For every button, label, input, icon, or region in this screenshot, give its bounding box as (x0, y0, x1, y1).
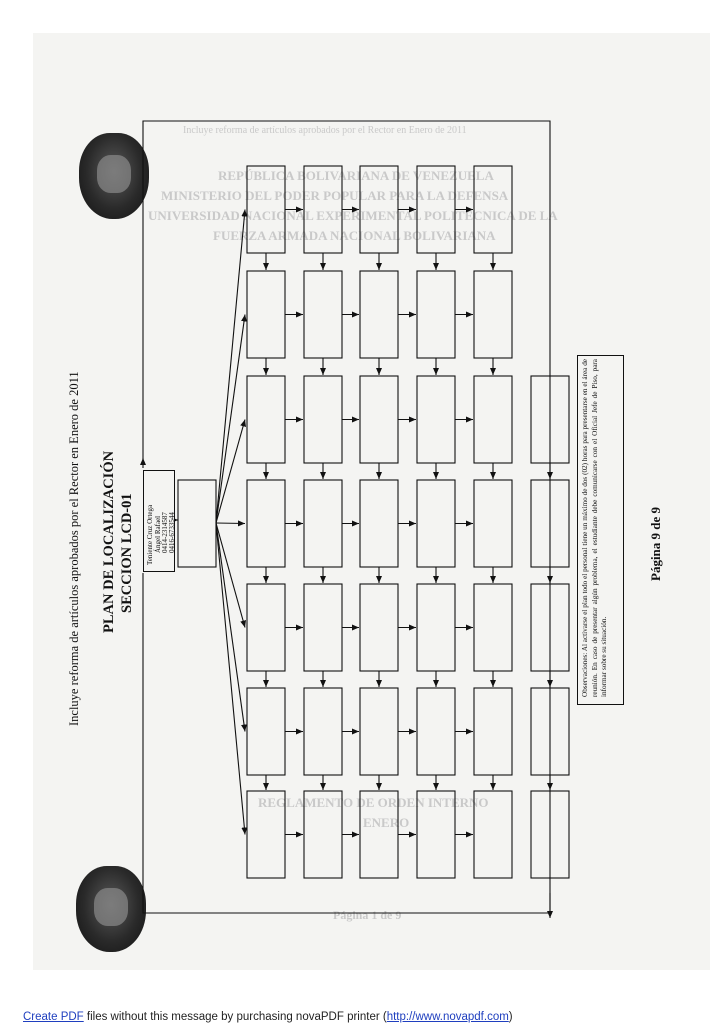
plan-box (247, 688, 285, 775)
plan-box (417, 480, 455, 567)
plan-box (360, 688, 398, 775)
contact-name-2: Ángel Rafael (154, 515, 162, 553)
plan-box (417, 376, 455, 463)
plan-box (417, 791, 455, 878)
outer-flow-line (143, 121, 550, 913)
bleed-through-line: UNIVERSIDAD NACIONAL EXPERIMENTAL POLITÉCNICA DE LA (148, 208, 558, 223)
create-pdf-link[interactable]: Create PDF (23, 1011, 84, 1023)
plan-box (247, 376, 285, 463)
plan-box (360, 376, 398, 463)
plan-box (304, 271, 342, 358)
plan-box (360, 584, 398, 671)
plan-box (360, 791, 398, 878)
plan-box (247, 791, 285, 878)
plan-box (304, 166, 342, 253)
plan-box (247, 480, 285, 567)
bleed-through-line: MINISTERIO DEL PODER POPULAR PARA LA DEFENSA (161, 188, 509, 203)
plan-box (247, 166, 285, 253)
fan-arrow (216, 523, 245, 835)
plan-box (304, 688, 342, 775)
plan-box (304, 791, 342, 878)
plan-box (304, 584, 342, 671)
plan-box (417, 584, 455, 671)
fan-arrow (216, 210, 245, 524)
plan-box (417, 688, 455, 775)
scanned-page (33, 33, 710, 970)
observations-text (581, 359, 610, 697)
fan-arrow (216, 315, 245, 524)
plan-box (360, 166, 398, 253)
bleed-through-line: REGLAMENTO DE ORDEN INTERNO (258, 795, 489, 810)
plan-box (474, 688, 512, 775)
fan-arrow (216, 523, 245, 524)
plan-box (474, 791, 512, 878)
bleed-through-line: Página 1 de 9 (333, 908, 402, 922)
bleed-through-line: REPÚBLICA BOLIVARIANA DE VENEZUELA (218, 168, 494, 183)
hub-box (178, 480, 216, 567)
plan-title-line1: PLAN DE LOCALIZACIÓN (101, 450, 117, 633)
contact-phone-2: 0416-6733544 (168, 512, 176, 553)
bleed-through-line: ENERO (363, 815, 410, 830)
plan-box (417, 271, 455, 358)
bleed-through-line: Incluye reforma de artículos aprobados por el Rector en Enero de 2011 (183, 125, 467, 136)
contact-name-1: Teniente Cruz Ortega (146, 504, 154, 565)
plan-box (474, 480, 512, 567)
bleed-through-line: FUERZA ARMADA NACIONAL BOLIVARIANA (213, 228, 496, 243)
page-number: Página 9 de 9 (648, 506, 663, 581)
plan-box (360, 480, 398, 567)
pdf-footer (23, 1011, 513, 1023)
plan-box (474, 271, 512, 358)
plan-box (247, 271, 285, 358)
plan-box (417, 166, 455, 253)
plan-box (474, 376, 512, 463)
contact-phone-1: 0414-2314587 (161, 512, 169, 553)
plan-box (304, 376, 342, 463)
footer-text: files without this message by purchasing novaPDF printer ( (83, 1011, 387, 1023)
plan-box (474, 166, 512, 253)
plan-box (304, 480, 342, 567)
fan-arrow (216, 523, 245, 732)
observations-content: Observaciones: Al activarse el plan todo el personal tiene un máximo de dos (02) horas para presentarse en el área de reunión. En caso de presentar algún problema, el estudiante debe comunicarse con el Oficial Jefe de Piso, para informar sobre su situación. (581, 359, 609, 697)
header-note: Incluye reforma de artículos aprobados por el Rector en Enero de 2011 (67, 371, 81, 726)
plan-box (474, 584, 512, 671)
plan-box (247, 584, 285, 671)
plan-box (360, 271, 398, 358)
plan-title-line2: SECCION LCD-01 (119, 493, 135, 613)
novapdf-link[interactable]: http://www.novapdf.com (386, 1011, 509, 1023)
footer-close: ) (508, 1011, 513, 1023)
